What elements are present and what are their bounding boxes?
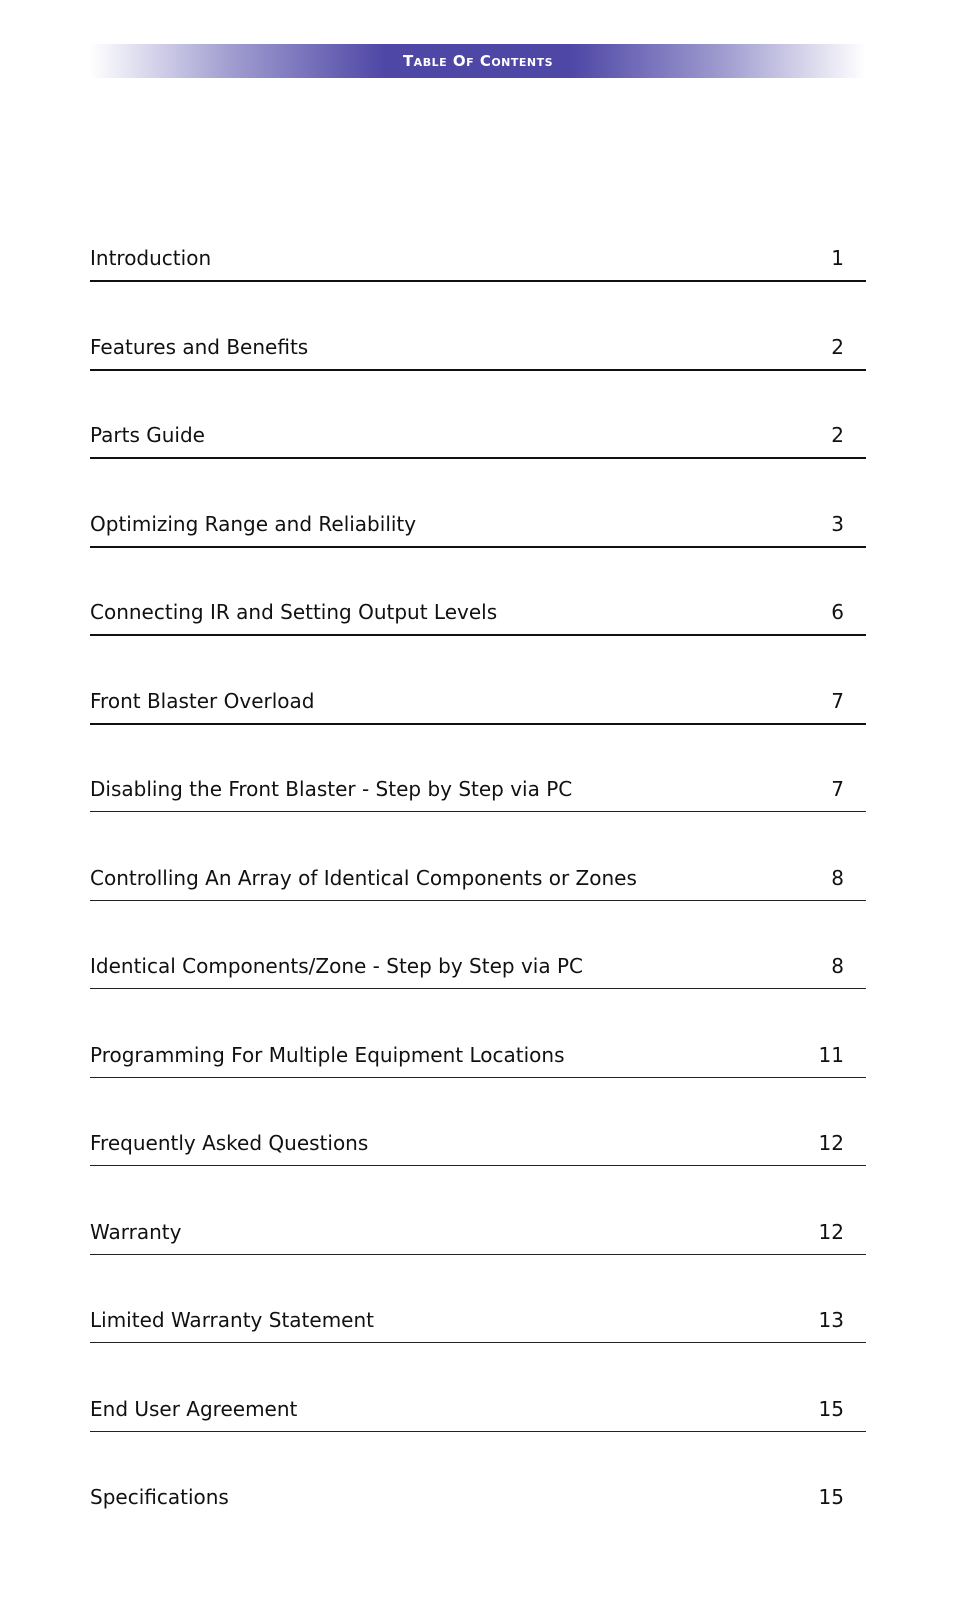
toc-row: [90, 327, 866, 416]
toc-row: [90, 858, 866, 947]
toc-entry[interactable]: [90, 681, 866, 725]
header-bar: [90, 44, 866, 78]
toc-row: [90, 681, 866, 770]
toc-entry[interactable]: [90, 238, 866, 282]
page-title: Table Of Contents: [402, 52, 554, 70]
toc-row: [90, 415, 866, 504]
toc-entry-title: Controlling An Array of Identical Components or Zones: [90, 865, 637, 890]
toc-entry[interactable]: [90, 327, 866, 371]
toc-row: [90, 1035, 866, 1124]
toc-entry-page: 8: [831, 954, 844, 978]
toc-entry-title: Specifications: [90, 1485, 229, 1509]
toc-entry-title: Programming For Multiple Equipment Locations: [90, 1042, 565, 1067]
toc-entry[interactable]: [90, 1035, 866, 1078]
toc-entry[interactable]: [90, 1123, 866, 1166]
toc-entry[interactable]: [90, 1300, 866, 1343]
toc-entry[interactable]: [90, 946, 866, 989]
table-of-contents: [90, 238, 866, 1566]
toc-entry-page: 13: [818, 1308, 844, 1332]
toc-entry-title: Connecting IR and Setting Output Levels: [90, 600, 498, 624]
toc-entry-page: 15: [818, 1396, 844, 1421]
toc-entry-page: 12: [818, 1131, 844, 1155]
toc-entry[interactable]: [90, 1389, 866, 1432]
toc-entry-page: 3: [831, 511, 844, 536]
toc-row: [90, 1123, 866, 1212]
toc-entry-title: Features and Benefits: [90, 334, 309, 359]
toc-entry-title: Introduction: [90, 246, 212, 270]
toc-entry[interactable]: [90, 1477, 866, 1519]
toc-entry-page: 2: [831, 423, 844, 447]
toc-entry[interactable]: [90, 504, 866, 548]
toc-entry[interactable]: [90, 592, 866, 636]
toc-row: [90, 1300, 866, 1389]
toc-entry-title: End User Agreement: [90, 1396, 298, 1421]
toc-entry-page: 15: [818, 1485, 844, 1509]
toc-entry[interactable]: [90, 858, 866, 901]
toc-entry-title: Front Blaster Overload: [90, 688, 315, 713]
toc-row: [90, 769, 866, 858]
toc-entry-title: Optimizing Range and Reliability: [90, 511, 417, 536]
toc-entry-page: 7: [831, 777, 844, 801]
toc-entry[interactable]: [90, 1212, 866, 1255]
toc-row: [90, 1212, 866, 1301]
toc-entry[interactable]: [90, 769, 866, 812]
toc-entry-page: 1: [831, 246, 844, 270]
toc-row: [90, 238, 866, 327]
toc-row: [90, 946, 866, 1035]
toc-entry-page: 12: [818, 1219, 844, 1244]
toc-entry-page: 6: [831, 600, 844, 624]
toc-entry-page: 11: [818, 1042, 844, 1067]
toc-row: [90, 1477, 866, 1566]
toc-entry-title: Identical Components/Zone - Step by Step via PC: [90, 954, 583, 978]
toc-row: [90, 592, 866, 681]
toc-entry-title: Disabling the Front Blaster - Step by Step via PC: [90, 777, 573, 801]
toc-entry-title: Parts Guide: [90, 423, 205, 447]
toc-entry-title: Frequently Asked Questions: [90, 1131, 369, 1155]
toc-entry-title: Warranty: [90, 1219, 182, 1244]
toc-entry[interactable]: [90, 415, 866, 459]
toc-entry-page: 8: [831, 865, 844, 890]
toc-row: [90, 1389, 866, 1478]
toc-entry-page: 7: [831, 688, 844, 713]
toc-entry-title: Limited Warranty Statement: [90, 1308, 374, 1332]
toc-entry-page: 2: [831, 334, 844, 359]
toc-row: [90, 504, 866, 593]
